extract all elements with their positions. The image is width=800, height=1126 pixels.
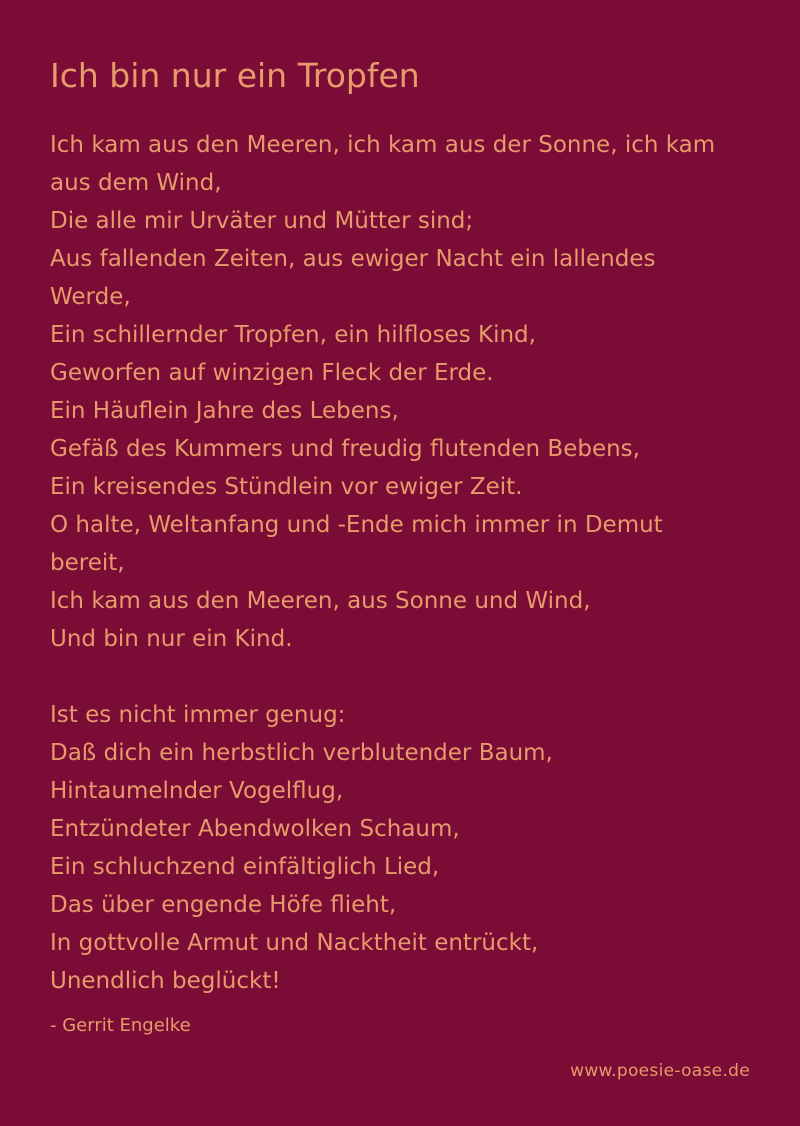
poem-line: In gottvolle Armut und Nacktheit entrückt, [50,930,539,956]
poem-body [50,126,760,1000]
poem-author: - Gerrit Engelke [50,1015,191,1036]
poem-line: Unendlich beglückt! [50,968,281,994]
poem-line: Und bin nur ein Kind. [50,626,293,652]
poem-line: Gefäß des Kummers und freudig flutenden Bebens, [50,436,640,462]
poem-line: Entzündeter Abendwolken Schaum, [50,816,460,842]
stanza-2 [50,696,760,1000]
poem-line: bereit, [50,550,125,576]
poem-line: Hintaumelnder Vogelflug, [50,778,344,804]
poem-title: Ich bin nur ein Tropfen [50,56,420,95]
poem-line: Aus fallenden Zeiten, aus ewiger Nacht ein lallendes [50,246,656,272]
poem-line: Ist es nicht immer genug: [50,702,346,728]
poem-line: Das über engende Höfe flieht, [50,892,397,918]
poem-line: Geworfen auf winzigen Fleck der Erde. [50,360,494,386]
poem-line: Ich kam aus den Meeren, ich kam aus der Sonne, ich kam [50,132,716,158]
poem-line: Ich kam aus den Meeren, aus Sonne und Wind, [50,588,591,614]
website-url[interactable]: www.poesie-oase.de [570,1061,750,1081]
poem-line: O halte, Weltanfang und -Ende mich immer in Demut [50,512,663,538]
poem-line: aus dem Wind, [50,170,222,196]
poem-line: Werde, [50,284,131,310]
stanza-gap [50,658,760,696]
poem-line: Ein kreisendes Stündlein vor ewiger Zeit. [50,474,523,500]
poem-line: Ein schillernder Tropfen, ein hilfloses Kind, [50,322,536,348]
poem-line: Ein schluchzend einfältiglich Lied, [50,854,440,880]
stanza-1 [50,126,760,658]
poem-line: Ein Häuflein Jahre des Lebens, [50,398,399,424]
poem-line: Die alle mir Urväter und Mütter sind; [50,208,474,234]
poem-line: Daß dich ein herbstlich verblutender Baum, [50,740,553,766]
